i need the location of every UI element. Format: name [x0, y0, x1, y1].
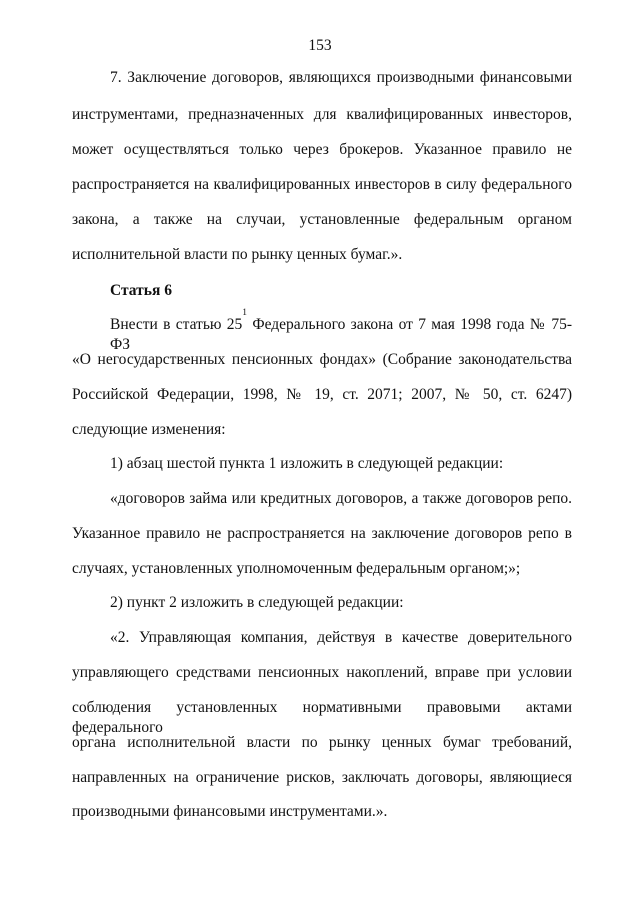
quote-1-line-2: Указанное правило не распространяется на заключение договоров репо в [72, 525, 572, 542]
intro-line-1-pre: Внести в статью 25 [110, 316, 243, 333]
intro-line-3: Российской Федерации, 1998, № 19, ст. 2071; 2007, № 50, ст. 6247) [72, 386, 572, 403]
quote-1-line-3: случаях, установленных уполномоченным федеральным органом;»; [72, 560, 521, 577]
intro-line-1-post: Федерального закона от 7 мая 1998 года № 75-ФЗ [110, 316, 572, 353]
quote-1-line-1: «договоров займа или кредитных договоров, а также договоров репо. [110, 490, 572, 507]
article-heading: Статья 6 [110, 282, 172, 299]
quote-2-line-6: производными финансовыми инструментами.». [72, 803, 388, 820]
paragraph-7-line-4: распространяется на квалифицированных инвесторов в силу федерального [72, 176, 572, 193]
page-number: 153 [308, 37, 332, 54]
quote-2-line-4: органа исполнительной власти по рынку ценных бумаг требований, [72, 734, 572, 751]
intro-line-1 [110, 308, 572, 355]
item-2-line-1: 2) пункт 2 изложить в следующей редакции: [110, 594, 404, 611]
intro-line-2: «О негосударственных пенсионных фондах» (Собрание законодательства [72, 351, 572, 368]
paragraph-7-line-5: закона, а также на случаи, установленные федеральным органом [72, 211, 572, 228]
item-1-line-1: 1) абзац шестой пункта 1 изложить в следующей редакции: [110, 455, 504, 472]
paragraph-7-line-1: 7. Заключение договоров, являющихся производными финансовыми [110, 69, 572, 86]
quote-2-line-2: управляющего средствами пенсионных накоплений, вправе при условии [72, 664, 572, 681]
intro-superscript: 1 [242, 308, 248, 318]
intro-line-4: следующие изменения: [72, 421, 226, 438]
quote-2-line-3: соблюдения установленных нормативными правовыми актами федерального [72, 699, 572, 736]
paragraph-7-line-6: исполнительной власти по рынку ценных бумаг.». [72, 246, 403, 263]
quote-2-line-1: «2. Управляющая компания, действуя в качестве доверительного [110, 629, 572, 646]
quote-2-line-5: направленных на ограничение рисков, заключать договоры, являющиеся [72, 769, 572, 786]
paragraph-7-line-3: может осуществляться только через брокеров. Указанное правило не [72, 141, 572, 158]
paragraph-7-line-2: инструментами, предназначенных для квалифицированных инвесторов, [72, 106, 572, 123]
